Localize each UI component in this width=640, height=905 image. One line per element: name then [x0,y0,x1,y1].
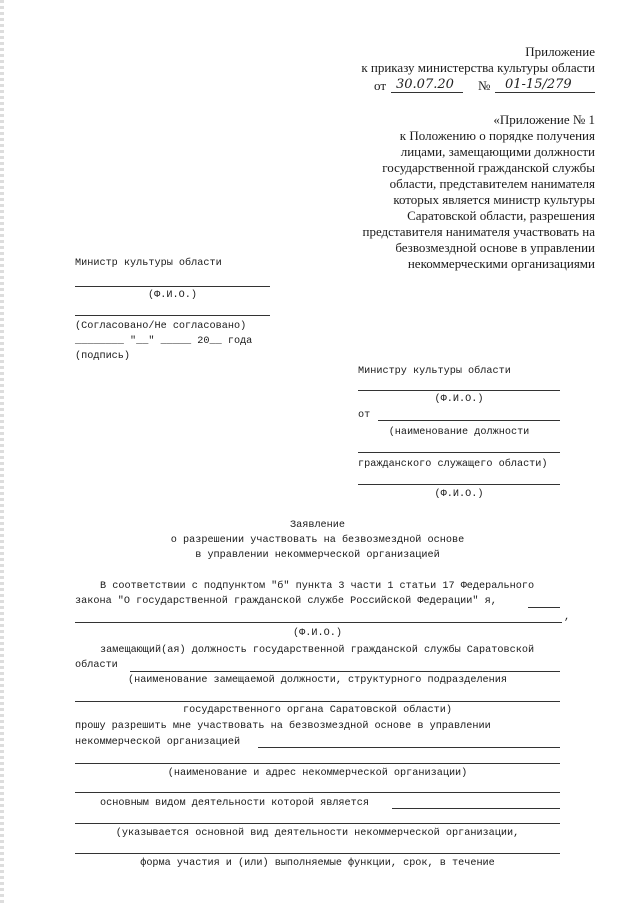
fill-line [130,671,560,672]
fill-line [75,622,562,623]
header-date-line [391,92,463,93]
fill-line [75,763,560,764]
addressee-fio: (Ф.И.О.) [434,394,484,405]
fill-line [528,607,560,608]
addressee-line [358,390,560,391]
appendix-line: лицами, замещающими должности [400,144,595,159]
statement-form-label: форма участия и (или) выполняемые функции, срок, в течение [140,858,495,869]
appendix-line: Саратовской области, разрешения [407,208,595,223]
header-number-prefix: № [478,78,491,93]
approval-agreed: (Согласовано/Не согласовано) [75,321,247,332]
header-number-line [495,92,595,93]
appendix-line: безвозмездной основе в управлении [395,240,595,255]
appendix-line: к Положению о порядке получения [399,128,595,143]
statement-subtitle: в управлении некоммерческой организацией [195,550,440,561]
fill-line [392,808,560,809]
statement-text: прошу разрешить мне участвовать на безвозмездной основе в управлении [75,721,491,732]
addressee-from: от [358,410,371,421]
fill-line [75,792,560,793]
addressee-position-label: (наименование должности [388,427,530,438]
statement-org-label: (наименование и адрес некоммерческой организации) [167,768,468,779]
statement-subtitle: о разрешении участвовать на безвозмездной основе [170,535,465,546]
statement-fio-label: (Ф.И.О.) [293,628,342,639]
statement-text: основным видом деятельности которой является [100,798,369,809]
statement-comma: , [564,612,571,623]
fill-line [75,701,560,702]
header-number-handwritten: 01-15/279 [505,77,572,92]
approval-line [75,286,270,287]
appendix-line: которых является министр культуры [393,192,595,207]
statement-title: Заявление [289,520,346,531]
addressee-to: Министру культуры области [358,366,511,377]
approval-date: ________ "__" _____ 20__ года [75,336,253,347]
header-appendix-title: Приложение [525,44,595,59]
statement-text: некоммерческой организацией [75,737,241,748]
header-date-handwritten: 30.07.20 [396,77,454,92]
statement-position-label: (наименование замещаемой должности, структурного подразделения [127,675,508,686]
addressee-line [358,452,560,453]
statement-activity-label: (указывается основной вид деятельности некоммерческой организации, [115,828,520,839]
appendix-title: «Приложение № 1 [493,112,595,127]
statement-text: замещающий(ая) должность государственной гражданской службы Саратовской [100,645,535,656]
statement-text: В соответствии с подпунктом "б" пункта 3 части 1 статьи 17 Федерального [100,581,535,592]
statement-organ-label: государственного органа Саратовской области) [183,705,452,716]
approval-signature: (подпись) [75,351,131,362]
statement-text: закона "О государственной гражданской службе Российской Федерации" я, [75,596,497,607]
addressee-fio2: (Ф.И.О.) [434,489,484,500]
scan-edge [0,0,4,905]
statement-text: области [75,660,118,671]
fill-line [75,823,560,824]
fill-line [75,853,560,854]
appendix-line: области, представителем нанимателя [389,176,595,191]
approval-line [75,315,270,316]
addressee-line [378,420,560,421]
addressee-servant-label: гражданского служащего области) [358,459,548,470]
appendix-line: некоммерческими организациями [407,256,595,271]
header-order-reference: к приказу министерства культуры области [361,60,595,75]
fill-line [258,747,560,748]
approval-fio: (Ф.И.О.) [148,290,197,301]
approval-minister: Министр культуры области [75,258,222,269]
appendix-line: государственной гражданской службы [382,160,595,175]
addressee-line [358,484,560,485]
appendix-line: представителя нанимателя участвовать на [362,224,595,239]
header-date-prefix: от [374,78,387,93]
